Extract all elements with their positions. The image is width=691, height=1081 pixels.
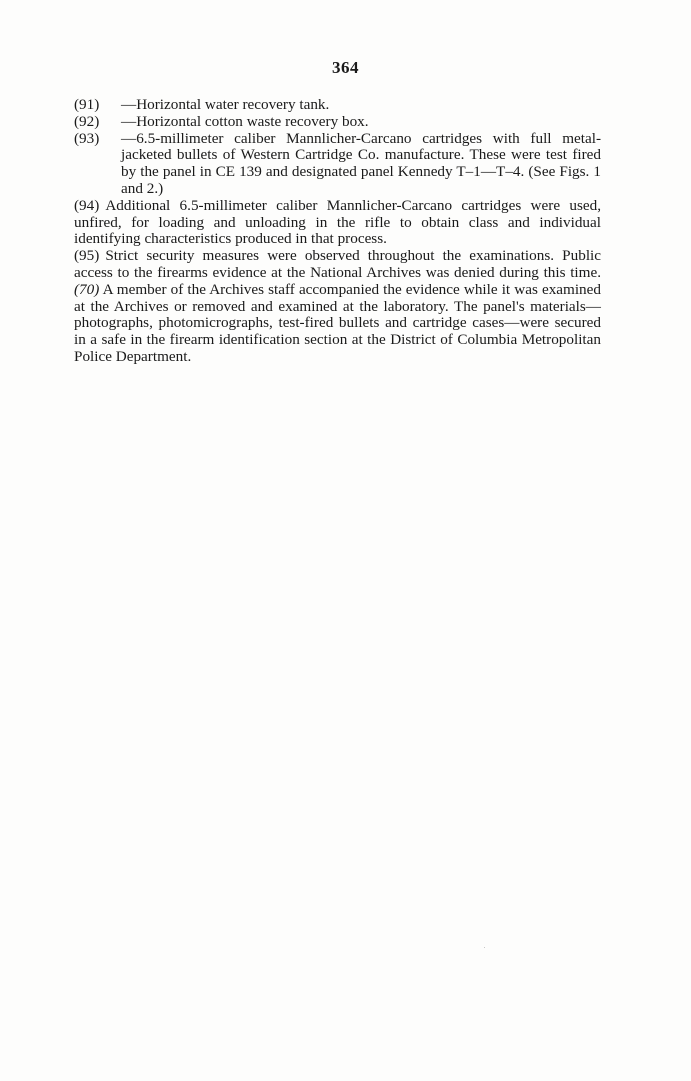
page-number: 364: [332, 58, 359, 77]
note-number: (92): [74, 112, 100, 130]
note-text: —Horizontal cotton waste recovery box.: [121, 112, 369, 130]
citation-reference: (70): [74, 280, 100, 298]
note-text-after-citation: A member of the Archives staff accompanied the evidence while it was examined at the Archives or removed and examined at the laboratory. The panel's materials—photographs, photomicrographs, test-fired bullets and cartridge cases—were secured in a safe in the firearm identification section at the District of Columbia Metropolitan Police Department.: [74, 280, 601, 365]
note-text: —Horizontal water recovery tank.: [121, 96, 330, 113]
note-text-before-citation: Strict security measures were observed throughout the examinations. Public access to the firearms evidence at the National Archives was denied during this time.: [74, 247, 601, 281]
note-text: [74, 247, 601, 365]
note-number: (95): [74, 247, 100, 265]
note-number: (91): [74, 96, 100, 113]
note-95: [74, 248, 601, 366]
note-94: [74, 198, 601, 248]
note-text: Additional 6.5-millimeter caliber Mannlicher-Carcano cartridges were used, unfired, for loading and unloading in the rifle to obtain class and individual identifying characteristics produced in that process.: [74, 196, 601, 248]
note-93: [74, 131, 601, 198]
note-91: [74, 97, 601, 114]
note-number: (94): [74, 196, 100, 214]
note-text: —6.5-millimeter caliber Mannlicher-Carcano cartridges with full metal-jacketed bullets of Western Cartridge Co. manufacture. These were test fired by the panel in CE 139 and designated panel Kennedy T–1—T–4. (See Figs. 1 and 2.): [121, 129, 601, 197]
scan-speck: [484, 947, 485, 948]
notes-text-block: [74, 97, 601, 366]
note-number: (93): [74, 129, 100, 147]
note-92: [74, 114, 601, 131]
